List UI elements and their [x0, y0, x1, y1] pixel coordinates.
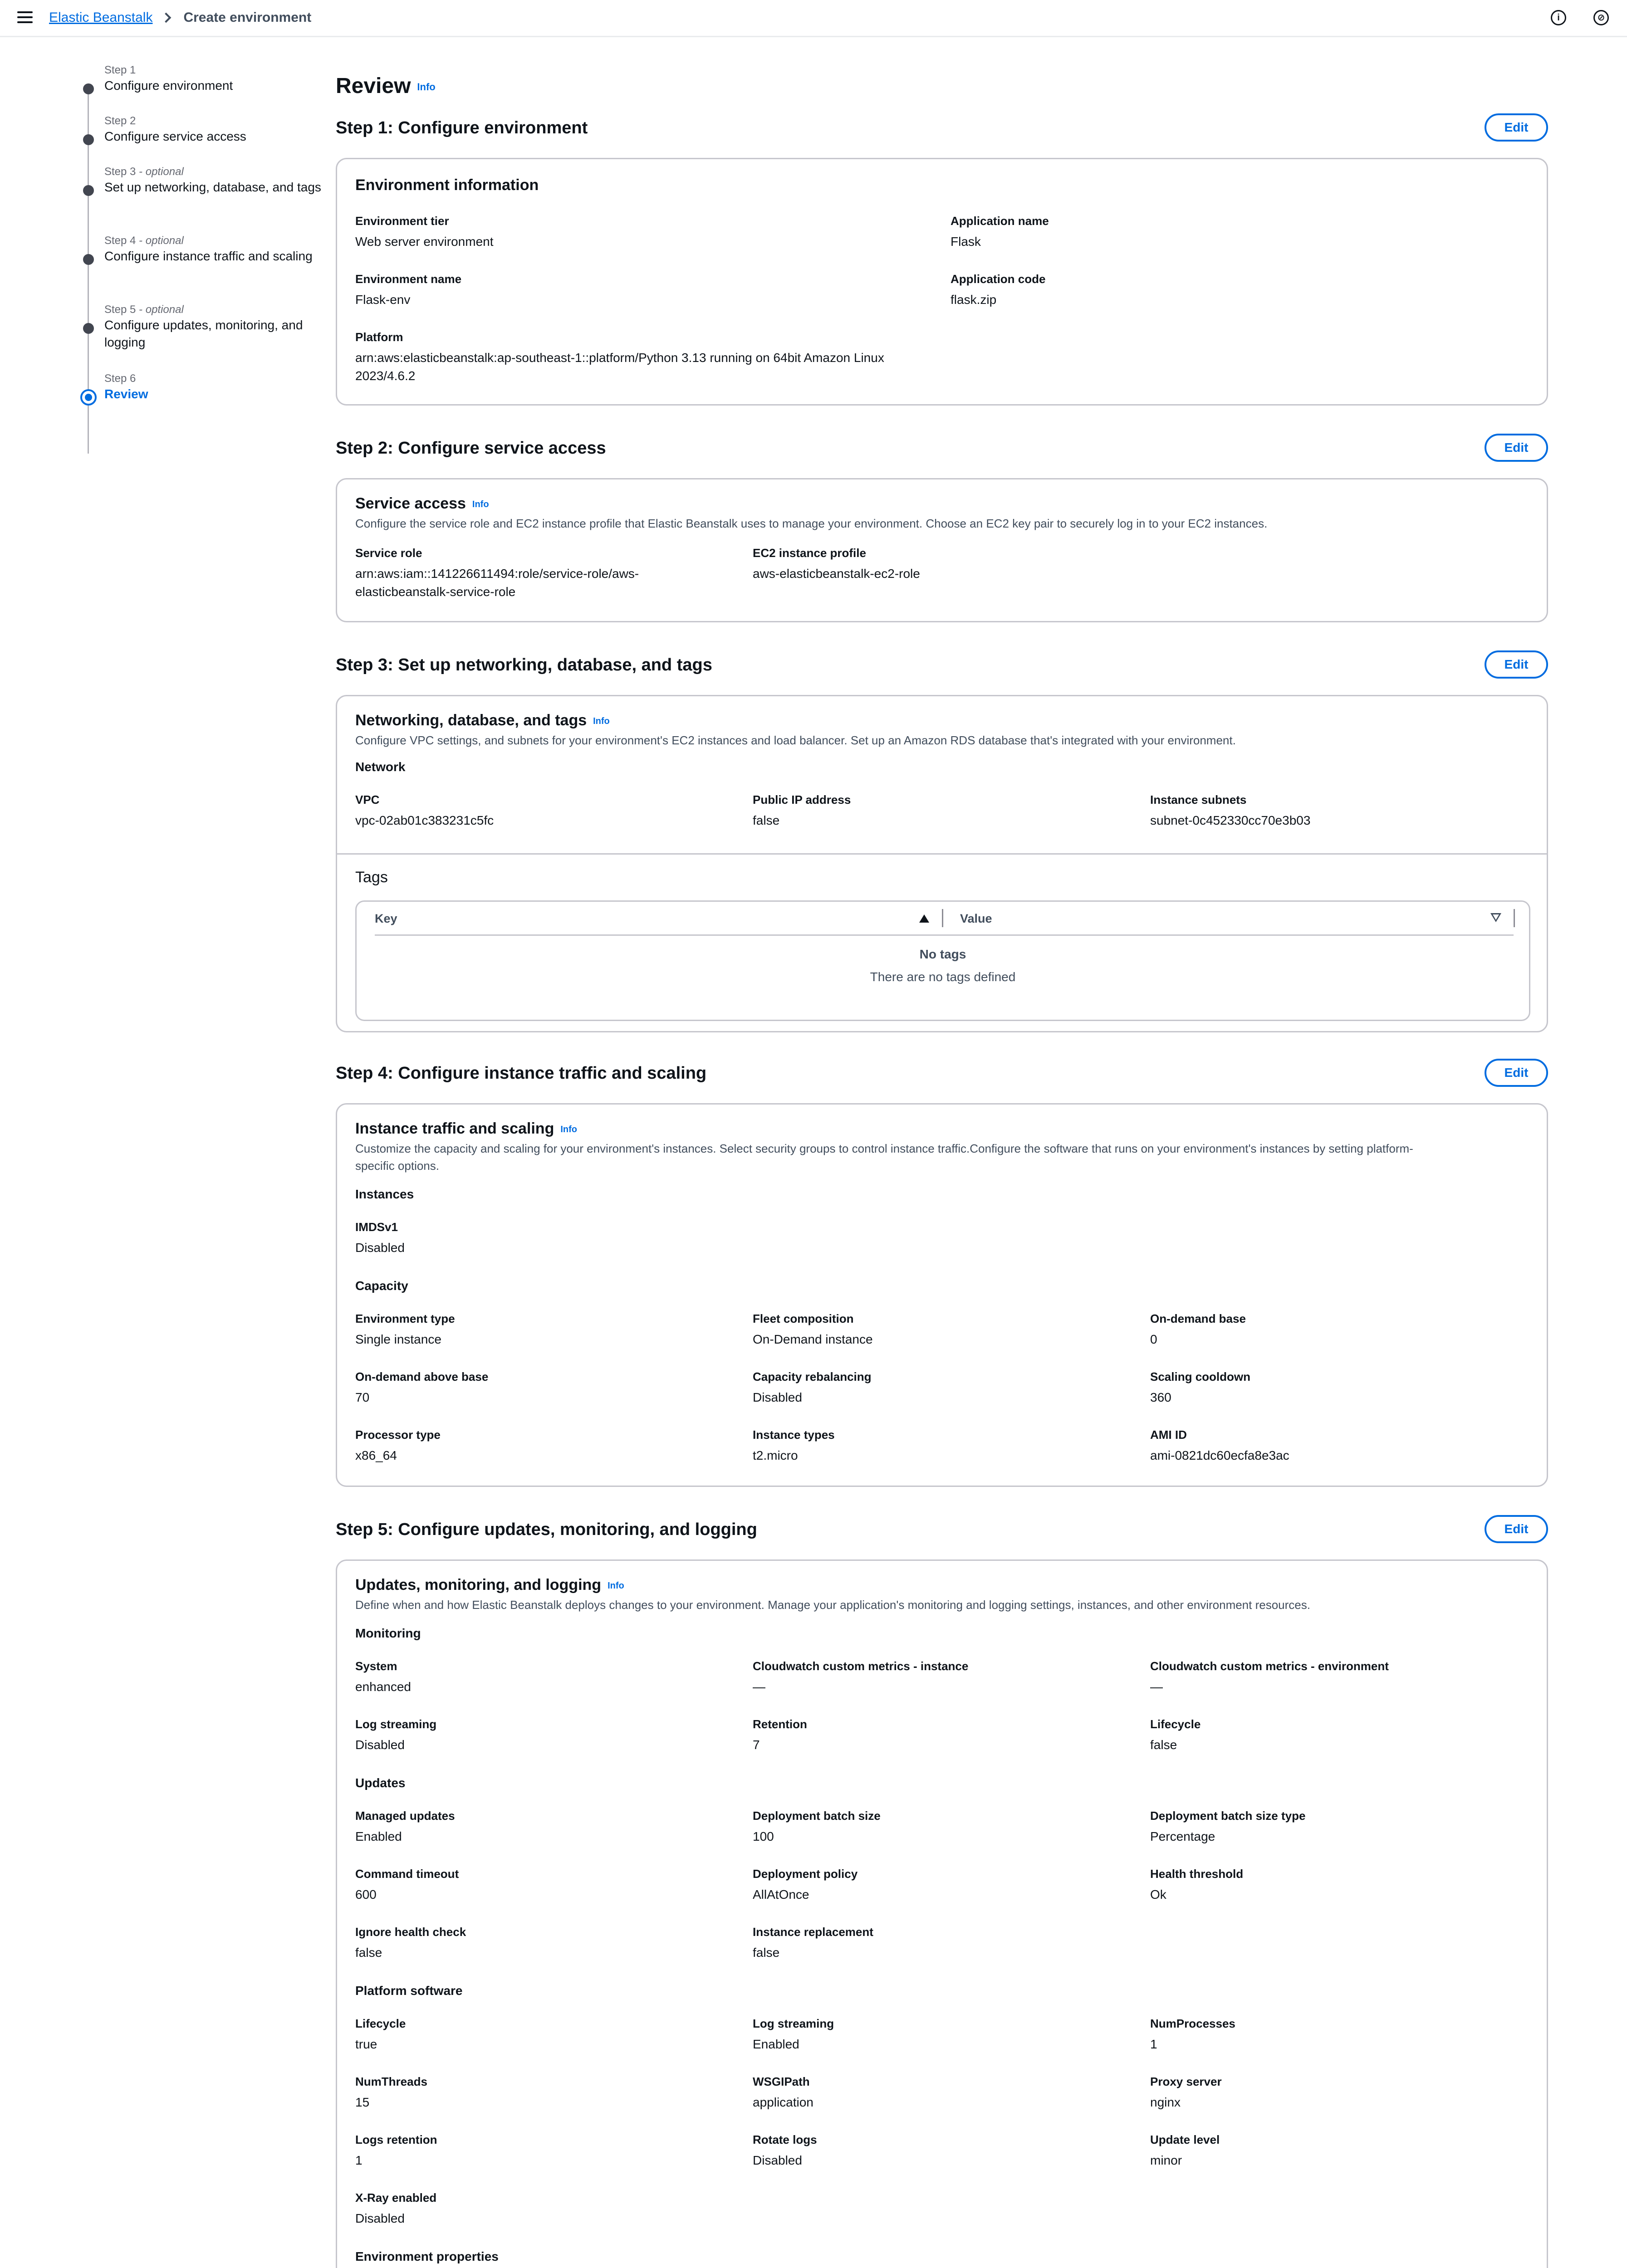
field-value: nginx: [1150, 2095, 1181, 2109]
field-value: x86_64: [355, 1448, 397, 1462]
field-deployment-policy: [753, 1866, 858, 1904]
field-application-code: [951, 271, 1045, 309]
field-instance-types: [753, 1427, 835, 1465]
field-logs-retention: [355, 2131, 437, 2170]
field-value: false: [355, 1945, 382, 1960]
card-title: [355, 1576, 624, 1594]
step-dot-icon: [83, 83, 94, 94]
field-label: Retention: [753, 1717, 807, 1731]
environment-information-card: [336, 158, 1548, 406]
step1-edit-button[interactable]: Edit: [1485, 113, 1548, 142]
field-label: Cloudwatch custom metrics - environment: [1150, 1659, 1389, 1673]
field-health-threshold: [1150, 1866, 1243, 1904]
field-label: Service role: [355, 546, 422, 560]
field-label: System: [355, 1659, 397, 1673]
field-deployment-batch-size-type: [1150, 1808, 1305, 1846]
field-label: Fleet composition: [753, 1312, 854, 1325]
field-value: Disabled: [753, 1390, 802, 1404]
field-value: Disabled: [355, 1738, 405, 1752]
page-title: [336, 73, 436, 101]
field-label: VPC: [355, 793, 380, 807]
field-value: Flask-env: [355, 293, 411, 307]
field-value: Disabled: [355, 2211, 405, 2225]
field-lifecycle: [1150, 1716, 1201, 1754]
nav-step-optional: - optional: [136, 235, 184, 247]
field-label: Instance subnets: [1150, 793, 1247, 807]
field-value: t2.micro: [753, 1448, 798, 1462]
field-label: Environment name: [355, 272, 462, 286]
field-ec2-instance-profile: [753, 545, 920, 583]
field-retention: [753, 1716, 807, 1754]
field-value: true: [355, 2037, 377, 2051]
networking-card: [336, 695, 1548, 1032]
field-label: Instance types: [753, 1428, 835, 1442]
step4-heading: Step 4: Configure instance traffic and scaling: [336, 1064, 707, 1083]
service-access-card: [336, 478, 1548, 622]
breadcrumb-current: Create environment: [183, 10, 312, 25]
tags-title: Tags: [355, 869, 388, 886]
field-value: vpc-02ab01c383231c5fc: [355, 813, 494, 827]
field-value: Web server environment: [355, 235, 494, 249]
field-value: aws-elasticbeanstalk-ec2-role: [753, 567, 920, 581]
field-label: IMDSv1: [355, 1220, 398, 1234]
nav-step-6[interactable]: [77, 372, 322, 403]
field-update-level: [1150, 2131, 1220, 2170]
field-value: arn:aws:iam::141226611494:role/service-role/aws-: [355, 567, 639, 581]
info-link[interactable]: Info: [472, 499, 489, 509]
field-label: On-demand base: [1150, 1312, 1246, 1325]
step2-heading: Step 2: Configure service access: [336, 439, 606, 458]
field-environment-tier: [355, 213, 494, 251]
field-value: arn:aws:elasticbeanstalk:ap-southeast-1::platform/Python 3.13 running on 64bit Amazon Linux: [355, 351, 884, 365]
field-label: Deployment batch size: [753, 1809, 881, 1823]
field-num-processes: [1150, 2015, 1235, 2053]
nav-step-title[interactable]: Configure environment: [104, 78, 233, 93]
field-label: Application code: [951, 272, 1046, 286]
nav-step-4[interactable]: [77, 234, 322, 265]
field-label: EC2 instance profile: [753, 546, 866, 560]
section-divider: [337, 853, 1547, 855]
field-value: 1: [1150, 2037, 1157, 2051]
info-link[interactable]: Info: [417, 81, 436, 93]
field-label: On-demand above base: [355, 1370, 489, 1383]
field-label: Lifecycle: [1150, 1717, 1201, 1731]
field-value: false: [753, 1945, 780, 1960]
field-platform-lifecycle: [355, 2015, 406, 2053]
step-dot-icon: [83, 254, 94, 265]
field-value: 15: [355, 2095, 370, 2109]
field-on-demand-above-base: [355, 1369, 488, 1407]
environment-properties-label: Environment properties: [355, 2249, 499, 2263]
sort-descending-icon[interactable]: [1491, 914, 1501, 923]
nav-step-title[interactable]: Configure instance traffic and scaling: [104, 249, 313, 263]
field-xray-enabled: [355, 2190, 436, 2228]
instance-traffic-card: [336, 1103, 1548, 1487]
field-label: Logs retention: [355, 2133, 437, 2146]
capacity-label: Capacity: [355, 1279, 408, 1293]
field-value: flask.zip: [951, 293, 997, 307]
card-title-text: Updates, monitoring, and logging: [355, 1576, 602, 1593]
nav-step-number: Step 4: [104, 235, 136, 247]
empty-state-description: There are no tags defined: [870, 970, 1016, 984]
field-label: Environment tier: [355, 214, 449, 228]
field-value: AllAtOnce: [753, 1887, 809, 1901]
field-label: Health threshold: [1150, 1867, 1244, 1881]
nav-step-title[interactable]: Configure service access: [104, 129, 246, 143]
field-label: Public IP address: [753, 793, 851, 807]
card-title: [355, 712, 610, 729]
step-dot-icon: [83, 185, 94, 196]
field-label: NumThreads: [355, 2075, 427, 2088]
field-deployment-batch-size: [753, 1808, 881, 1846]
field-value: application: [753, 2095, 814, 2109]
field-value: 100: [753, 1829, 774, 1843]
step3-edit-button[interactable]: Edit: [1485, 650, 1548, 679]
field-label: Update level: [1150, 2133, 1220, 2146]
info-link[interactable]: Info: [593, 716, 610, 726]
field-label: Lifecycle: [355, 2017, 406, 2030]
field-value: 360: [1150, 1390, 1171, 1404]
nav-step-5[interactable]: [77, 303, 322, 351]
card-description: Define when and how Elastic Beanstalk deploys changes to your environment. Manage your application's monitoring and logging settings, instances, and other environment resources.: [355, 1598, 1310, 1612]
field-label: Deployment batch size type: [1150, 1809, 1306, 1823]
field-value: Ok: [1150, 1887, 1166, 1901]
field-label: Managed updates: [355, 1809, 455, 1823]
field-value: minor: [1150, 2153, 1182, 2167]
field-value: 1: [355, 2153, 363, 2167]
field-label: Log streaming: [753, 2017, 834, 2030]
field-proxy-server: [1150, 2073, 1222, 2112]
field-value-continued: 2023/4.6.2: [355, 369, 416, 383]
nav-step-number: Step 2: [104, 115, 136, 127]
field-platform: [355, 329, 945, 385]
field-label: Rotate logs: [753, 2133, 817, 2146]
step3-header: [336, 650, 1548, 679]
card-description: Configure VPC settings, and subnets for your environment's EC2 instances and load balancer. Set up an Amazon RDS database that's integrated with your environment.: [355, 733, 1236, 747]
field-value: 600: [355, 1887, 377, 1901]
field-label: Cloudwatch custom metrics - instance: [753, 1659, 969, 1673]
field-value: Disabled: [355, 1241, 405, 1255]
field-label: Capacity rebalancing: [753, 1370, 872, 1383]
field-capacity-rebalancing: [753, 1369, 872, 1407]
help-panel-icon[interactable]: ⊘: [1593, 10, 1609, 25]
nav-step-1[interactable]: [77, 64, 322, 94]
tags-table: [355, 900, 1530, 1021]
field-environment-name: [355, 271, 461, 309]
field-vpc: [355, 792, 494, 830]
step5-heading: Step 5: Configure updates, monitoring, and logging: [336, 1520, 757, 1539]
nav-step-number: Step 6: [104, 372, 136, 385]
field-label: Application name: [951, 214, 1049, 228]
field-value: subnet-0c452330cc70e3b03: [1150, 813, 1311, 827]
step3-heading: Step 3: Set up networking, database, and tags: [336, 655, 712, 675]
field-num-threads: [355, 2073, 427, 2112]
step2-edit-button[interactable]: Edit: [1485, 434, 1548, 462]
field-environment-type: [355, 1310, 455, 1349]
field-value: ami-0821dc60ecfa8e3ac: [1150, 1448, 1289, 1462]
card-title-text: Networking, database, and tags: [355, 712, 587, 729]
field-value: Flask: [951, 235, 981, 249]
info-link[interactable]: Info: [560, 1124, 578, 1134]
step4-edit-button[interactable]: Edit: [1485, 1059, 1548, 1087]
monitoring-label: Monitoring: [355, 1626, 421, 1640]
current-step-icon: [80, 389, 97, 406]
field-value: Single instance: [355, 1332, 441, 1346]
field-label: Instance replacement: [753, 1925, 873, 1939]
field-label: Platform: [355, 330, 403, 344]
field-label: Environment type: [355, 1312, 455, 1325]
step-dot-icon: [83, 323, 94, 334]
column-resizer[interactable]: [1514, 909, 1515, 927]
field-value: false: [753, 813, 780, 827]
info-circle-icon[interactable]: i: [1551, 10, 1566, 25]
field-cw-metrics-environment: [1150, 1658, 1389, 1696]
field-value: Percentage: [1150, 1829, 1215, 1843]
nav-step-optional: - optional: [136, 303, 184, 316]
chevron-right-icon: [161, 13, 172, 23]
field-value: —: [753, 1680, 765, 1694]
step1-heading: Step 1: Configure environment: [336, 118, 588, 137]
field-application-name: [951, 213, 1049, 251]
breadcrumb-elastic-beanstalk[interactable]: Elastic Beanstalk: [49, 10, 153, 25]
field-value: —: [1150, 1680, 1163, 1694]
nav-step-optional: - optional: [136, 166, 184, 178]
sort-ascending-icon[interactable]: [919, 914, 929, 923]
field-wsgi-path: [753, 2073, 814, 2112]
nav-step-title: Review: [104, 387, 148, 401]
field-processor-type: [355, 1427, 441, 1465]
field-system: [355, 1658, 411, 1696]
card-title: [355, 1120, 577, 1138]
field-label: Ignore health check: [355, 1925, 466, 1939]
field-cw-metrics-instance: [753, 1658, 968, 1696]
field-value: Enabled: [753, 2037, 799, 2051]
field-value-continued: elasticbeanstalk-service-role: [355, 585, 516, 599]
card-description-continued: specific options.: [355, 1159, 439, 1173]
field-value: 0: [1150, 1332, 1157, 1346]
field-on-demand-base: [1150, 1310, 1246, 1349]
card-description: Customize the capacity and scaling for your environment's instances. Select security groups to control instance traffic.Configure the software that runs on your environment's instances by setting platform-: [355, 1142, 1413, 1155]
field-imdsv1: [355, 1219, 405, 1257]
updates-label: Updates: [355, 1776, 406, 1790]
breadcrumb: [49, 10, 311, 25]
step2-header: [336, 434, 1548, 463]
field-value: Disabled: [753, 2153, 802, 2167]
nav-step-number: Step 1: [104, 64, 136, 76]
field-command-timeout: [355, 1866, 459, 1904]
field-value: Enabled: [355, 1829, 402, 1843]
field-value: 70: [355, 1390, 370, 1404]
field-ami-id: [1150, 1427, 1289, 1465]
field-instance-replacement: [753, 1924, 873, 1962]
step5-edit-button[interactable]: Edit: [1485, 1515, 1548, 1543]
column-resizer[interactable]: [942, 909, 943, 927]
info-link[interactable]: Info: [608, 1580, 624, 1591]
field-value: enhanced: [355, 1680, 412, 1694]
field-label: X-Ray enabled: [355, 2191, 437, 2204]
field-log-streaming: [355, 1716, 436, 1754]
field-label: AMI ID: [1150, 1428, 1187, 1442]
nav-step-number: Step 3: [104, 166, 136, 178]
field-public-ip: [753, 792, 851, 830]
field-label: Command timeout: [355, 1867, 459, 1881]
step5-header: [336, 1515, 1548, 1544]
field-rotate-logs: [753, 2131, 817, 2170]
field-label: Log streaming: [355, 1717, 437, 1731]
nav-step-title[interactable]: Set up networking, database, and tags: [104, 180, 321, 194]
field-label: Deployment policy: [753, 1867, 858, 1881]
field-label: Proxy server: [1150, 2075, 1222, 2088]
column-header-value[interactable]: Value: [960, 912, 992, 925]
card-title-text: Instance traffic and scaling: [355, 1120, 554, 1137]
field-ignore-health-check: [355, 1924, 466, 1962]
field-value: false: [1150, 1738, 1177, 1752]
field-service-role: [355, 545, 718, 601]
nav-step-title[interactable]: Configure updates, monitoring, and logging: [104, 318, 303, 349]
field-label: Scaling cooldown: [1150, 1370, 1251, 1383]
field-value: On-Demand instance: [753, 1332, 873, 1346]
card-title-text: Service access: [355, 495, 466, 512]
instances-label: Instances: [355, 1187, 414, 1201]
step4-header: [336, 1059, 1548, 1088]
top-bar: [0, 0, 1627, 37]
field-managed-updates: [355, 1808, 455, 1846]
nav-step-2[interactable]: [77, 114, 322, 145]
card-description: Configure the service role and EC2 instance profile that Elastic Beanstalk uses to manage your environment. Choose an EC2 key pair to securely log in to your EC2 instances.: [355, 517, 1268, 530]
network-label: Network: [355, 760, 406, 774]
field-platform-log-streaming: [753, 2015, 834, 2053]
nav-step-3[interactable]: [77, 165, 322, 196]
field-label: Processor type: [355, 1428, 441, 1442]
menu-icon[interactable]: [17, 11, 33, 23]
card-title: [355, 495, 489, 513]
column-header-key[interactable]: Key: [375, 912, 397, 925]
header-divider: [375, 934, 1514, 936]
field-value: 7: [753, 1738, 760, 1752]
field-label: WSGIPath: [753, 2075, 810, 2088]
field-fleet-composition: [753, 1310, 873, 1349]
field-instance-subnets: [1150, 792, 1310, 830]
step-dot-icon: [83, 134, 94, 145]
updates-monitoring-card: [336, 1559, 1548, 2268]
empty-state-title: No tags: [919, 947, 966, 961]
nav-step-number: Step 5: [104, 303, 136, 316]
field-scaling-cooldown: [1150, 1369, 1250, 1407]
platform-software-label: Platform software: [355, 1984, 463, 1998]
card-title: Environment information: [355, 176, 539, 194]
page-title-text: Review: [336, 74, 411, 98]
field-label: NumProcesses: [1150, 2017, 1235, 2030]
step1-header: [336, 113, 1548, 142]
